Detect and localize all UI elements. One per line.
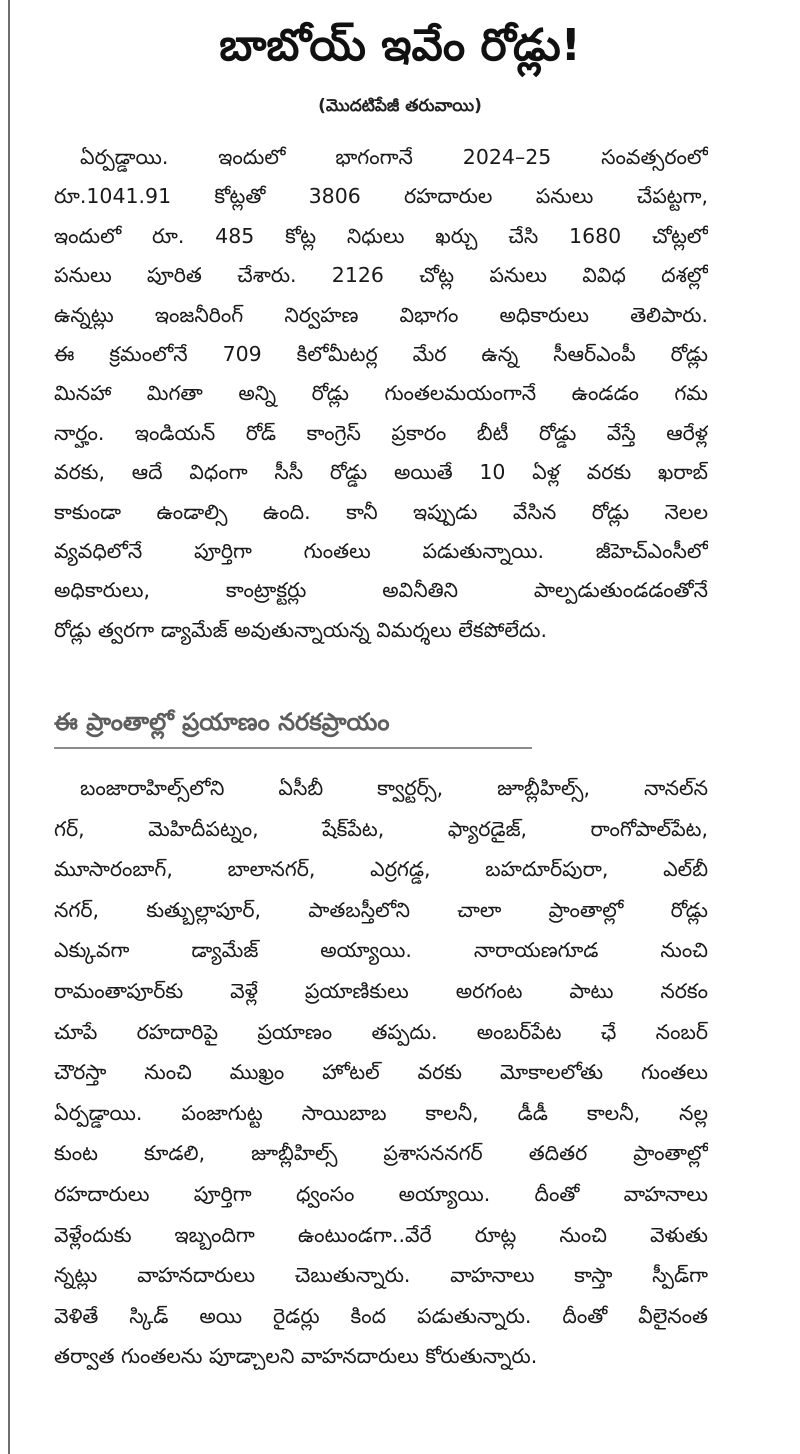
text-line: ఇందులో రూ. 485 కోట్ల నిధులు ఖర్చు చేసి 1680 చోట్లలో	[54, 223, 708, 248]
subheading-underline	[54, 747, 532, 749]
text-line: మినహా మిగతా అన్ని రోడ్లు గుంతలమయంగానే ఉండడం గమ	[54, 381, 708, 406]
text-line: ఏర్పడ్డాయి. పంజాగుట్ట సాయిబాబ కాలనీ, డీడీ కాలనీ, నల్ల	[54, 1100, 708, 1125]
text-line: ఏర్పడ్డాయి. ఇందులో భాగంగానే 2024–25 సంవత్సరంలో	[80, 145, 708, 169]
headline: బాబోయ్ ఇవేం రోడ్లు!	[219, 20, 581, 71]
continuation-note: (మొదటిపేజీ తరువాయి)	[318, 96, 482, 116]
text-line: మూసారంబాగ్, బాలానగర్, ఎర్రగడ్డ, బహదూర్‌పురా, ఎల్‌బీ	[54, 857, 708, 882]
text-line: కుంట కూడలి, జూబ్లీహిల్స్ ప్రశాసననగర్ తదితర ప్రాంతాల్లో	[54, 1141, 708, 1166]
text-line: తర్వాత గుంతలను పూడ్చాలని వాహనదారులు కోరుతున్నారు.	[54, 1344, 538, 1369]
text-line: చౌరస్తా నుంచి ముఖ్రం హోటల్ వరకు మోకాలలోతు గుంతలు	[54, 1060, 708, 1085]
column-border	[8, 0, 10, 1454]
text-line: వెళితే స్కిడ్ అయి రైడర్లు కింద పడుతున్నారు. దీంతో వీలైనంత	[54, 1303, 708, 1328]
text-line: బంజారాహిల్స్‌లోని ఏసీబీ క్వార్టర్స్, జూబ్లీహిల్స్, నానల్‌న	[80, 776, 708, 800]
text-line: రహదారులు పూర్తిగా ధ్వంసం అయ్యాయి. దీంతో వాహనాలు	[54, 1181, 708, 1206]
body-paragraph-2	[54, 768, 708, 1377]
text-line: రామంతాపూర్‌కు వెళ్లే ప్రయాణికులు అరగంట పాటు నరకం	[54, 978, 708, 1003]
text-line: ఈ క్రమంలోనే 709 కిలోమీటర్ల మేర ఉన్న సీఆర్ఎంపీ రోడ్లు	[54, 342, 708, 367]
text-line: కాకుండా ఉండాల్సి ఉంది. కానీ ఇప్పుడు వేసిన రోడ్లు నెలల	[54, 499, 708, 524]
text-line: వరకు, ఆదే విధంగా సీసీ రోడ్డు అయితే 10 ఏళ్ల వరకు ఖరాబ్	[54, 460, 708, 485]
text-line: రోడ్లు త్వరగా డ్యామేజ్ అవుతున్నాయన్న విమర్శలు లేకపోలేదు.	[54, 617, 548, 642]
body-paragraph-1	[54, 138, 708, 650]
text-line: పనులు పూరిత చేశారు. 2126 చోట్ల పనులు వివిధ దశల్లో	[54, 263, 708, 288]
text-line: ఎక్కువగా డ్యామేజ్ అయ్యాయి. నారాయణగూడ నుంచి	[54, 938, 708, 963]
text-line: గర్, మెహిదీపట్నం, షేక్‌పేట, ఫ్యారడైజ్, రాంగోపాల్‌పేట,	[54, 816, 708, 841]
text-line: వెళ్లేందుకు ఇబ్బందిగా ఉంటుండగా..వేరే రూట్ల నుంచి వెళుతు	[54, 1222, 708, 1247]
text-line: ఉన్నట్లు ఇంజనీరింగ్ నిర్వహణ విభాగం అధికారులు తెలిపారు.	[54, 302, 708, 327]
text-line: రూ.1041.91 కోట్లతో 3806 రహదారుల పనులు చేపట్టగా,	[54, 184, 708, 209]
subheading: ఈ ప్రాంతాల్లో ప్రయాణం నరకప్రాయం	[54, 708, 390, 736]
text-line: చూపే రహదారిపై ప్రయాణం తప్పదు. అంబర్‌పేట ఛే నంబర్	[54, 1019, 708, 1044]
text-line: నగర్, కుత్బుల్లాపూర్, పాతబస్తీలోని చాలా ప్రాంతాల్లో రోడ్లు	[54, 897, 708, 922]
text-line: వ్యవధిలోనే పూర్తిగా గుంతలు పడుతున్నాయి. జీహెచ్ఎంసీలో	[54, 539, 708, 564]
text-line: నార్హం. ఇండియన్ రోడ్ కాంగ్రెస్ ప్రకారం బీటీ రోడ్డు వేస్తే ఆరేళ్ల	[54, 420, 708, 445]
text-line: న్నట్లు వాహనదారులు చెబుతున్నారు. వాహనాలు కాస్తా స్పీడ్‌గా	[54, 1263, 708, 1288]
text-line: అధికారులు, కాంట్రాక్టర్లు అవినీతిని పాల్పడుతుండడంతోనే	[54, 578, 708, 603]
